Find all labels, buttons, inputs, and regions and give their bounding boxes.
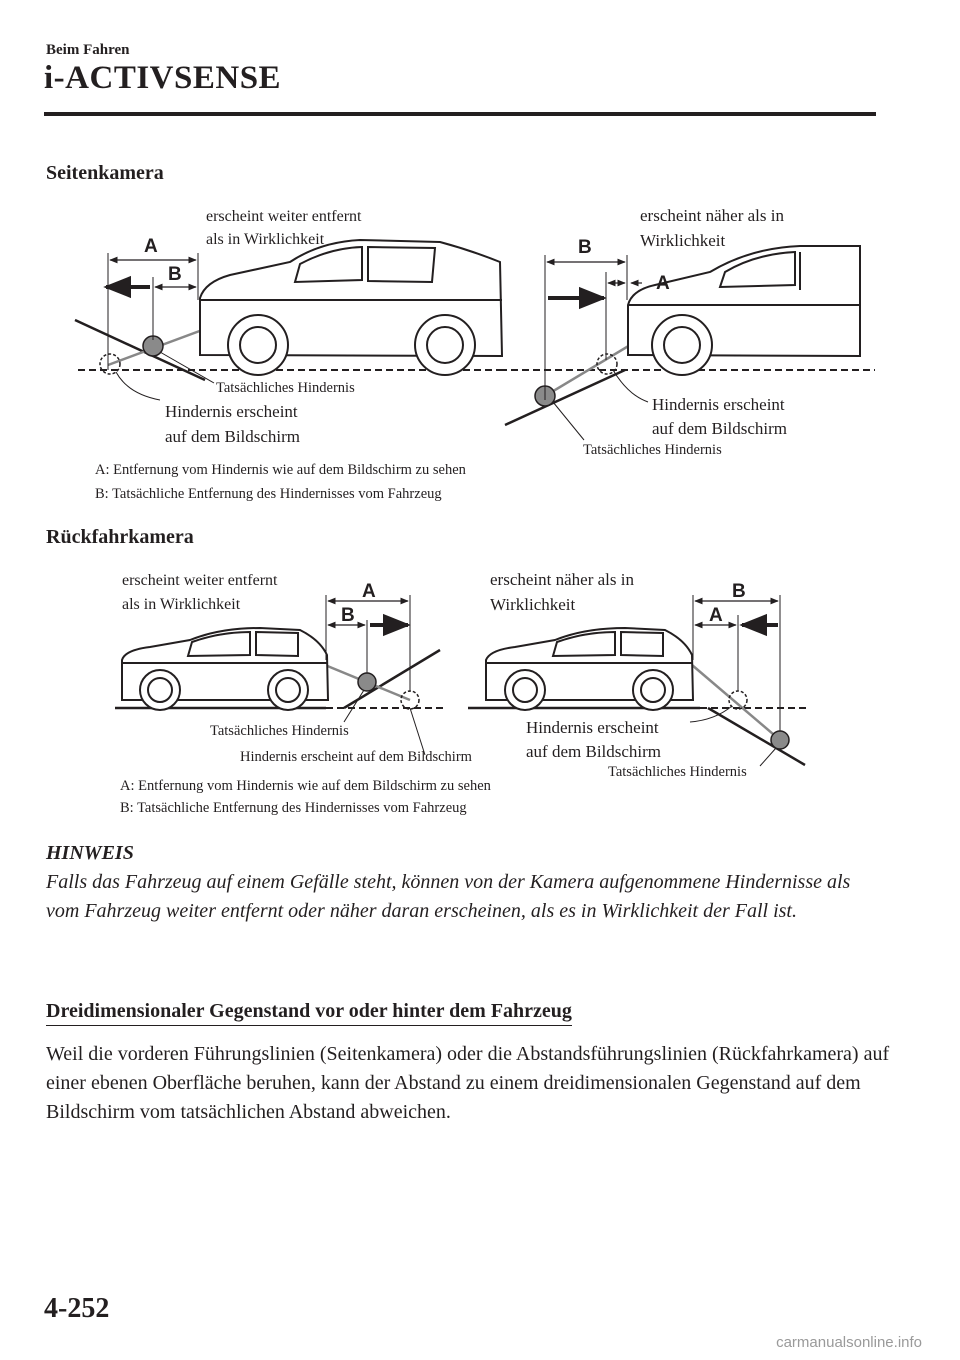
label-further-line2: als in Wirklichkeit [206, 231, 325, 248]
screen-obstacle-label-line2: auf dem Bildschirm [165, 427, 301, 446]
dim-b-label: B [168, 264, 182, 285]
rear-label-further-line2: als in Wirklichkeit [122, 596, 241, 613]
car-side-right [628, 246, 860, 375]
header-divider [44, 112, 876, 116]
side-camera-heading: Seitenkamera [46, 162, 164, 184]
note-title: HINWEIS [46, 842, 134, 864]
label-closer-line2: Wirklichkeit [640, 231, 726, 250]
rear-label-closer-line1: erscheint näher als in [490, 570, 634, 589]
rear-legend-a: A: Entfernung vom Hindernis wie auf dem Bildschirm zu sehen [120, 778, 491, 794]
legend-b: B: Tatsächliche Entfernung des Hindernisses vom Fahrzeug [95, 486, 442, 502]
section-body: Weil die vorderen Führungslinien (Seitenkamera) oder die Abstandsführungslinien (Rückfahrkamera) auf einer ebenen Oberfläche beruhen, kann der Abstand zu einem dreidimensionalen Gegenstand auf dem Bildschirm vom tatsächlichen Abstand abweichen. [46, 1043, 890, 1123]
actual-obstacle-label-right: Tatsächliches Hindernis [583, 442, 722, 458]
car-side-left [200, 240, 502, 375]
car-rear-right [486, 628, 693, 710]
side-camera-illustration [0, 195, 960, 515]
actual-obstacle-rear [358, 673, 376, 691]
rear-right-screen-label-line2: auf dem Bildschirm [526, 742, 662, 761]
rear-camera-illustration [0, 560, 960, 820]
actual-obstacle-rear-right [771, 731, 789, 749]
watermark: carmanualsonline.info [776, 1334, 922, 1351]
dim-a-label-right: A [656, 273, 670, 294]
rear-legend-b: B: Tatsächliche Entfernung des Hindernisses vom Fahrzeug [120, 800, 467, 816]
chapter-title: i-ACTIVSENSE [44, 60, 282, 96]
rear-right-actual-label: Tatsächliches Hindernis [608, 764, 747, 780]
dim-a-label: A [144, 236, 158, 257]
rear-label-closer-line2: Wirklichkeit [490, 595, 576, 614]
rear-right-screen-label-line1: Hindernis erscheint [526, 718, 659, 737]
screen-obstacle-label-right-line2: auf dem Bildschirm [652, 419, 788, 438]
page-number: 4-252 [44, 1293, 110, 1324]
label-further-line1: erscheint weiter entfernt [206, 208, 362, 225]
rear-right-dim-a-label: A [709, 605, 723, 626]
screen-obstacle-label-right-line1: Hindernis erscheint [652, 395, 785, 414]
section-label: Beim Fahren [46, 42, 130, 58]
section-subheading: Dreidimensionaler Gegenstand vor oder hinter dem Fahrzeug [46, 1000, 572, 1026]
car-rear-left [122, 628, 328, 710]
rear-screen-obstacle-label: Hindernis erscheint auf dem Bildschirm [240, 749, 472, 765]
label-closer-line1: erscheint näher als in [640, 206, 784, 225]
actual-obstacle-label: Tatsächliches Hindernis [216, 380, 355, 396]
rear-label-further-line1: erscheint weiter entfernt [122, 572, 278, 589]
screen-obstacle-label-line1: Hindernis erscheint [165, 402, 298, 421]
rear-right-dim-b-label: B [732, 581, 746, 602]
rear-dim-a-label: A [362, 581, 376, 602]
legend-a: A: Entfernung vom Hindernis wie auf dem Bildschirm zu sehen [95, 462, 466, 478]
rear-actual-obstacle-label: Tatsächliches Hindernis [210, 723, 349, 739]
dim-b-label-right: B [578, 237, 592, 258]
note-body: Falls das Fahrzeug auf einem Gefälle steht, können von der Kamera aufgenommene Hindernisse als vom Fahrzeug weiter entfernt oder näher daran erscheinen, als es in Wirklichkeit der Fall ist. [46, 871, 851, 922]
rear-dim-b-label: B [341, 605, 355, 626]
rear-camera-heading: Rückfahrkamera [46, 526, 194, 548]
